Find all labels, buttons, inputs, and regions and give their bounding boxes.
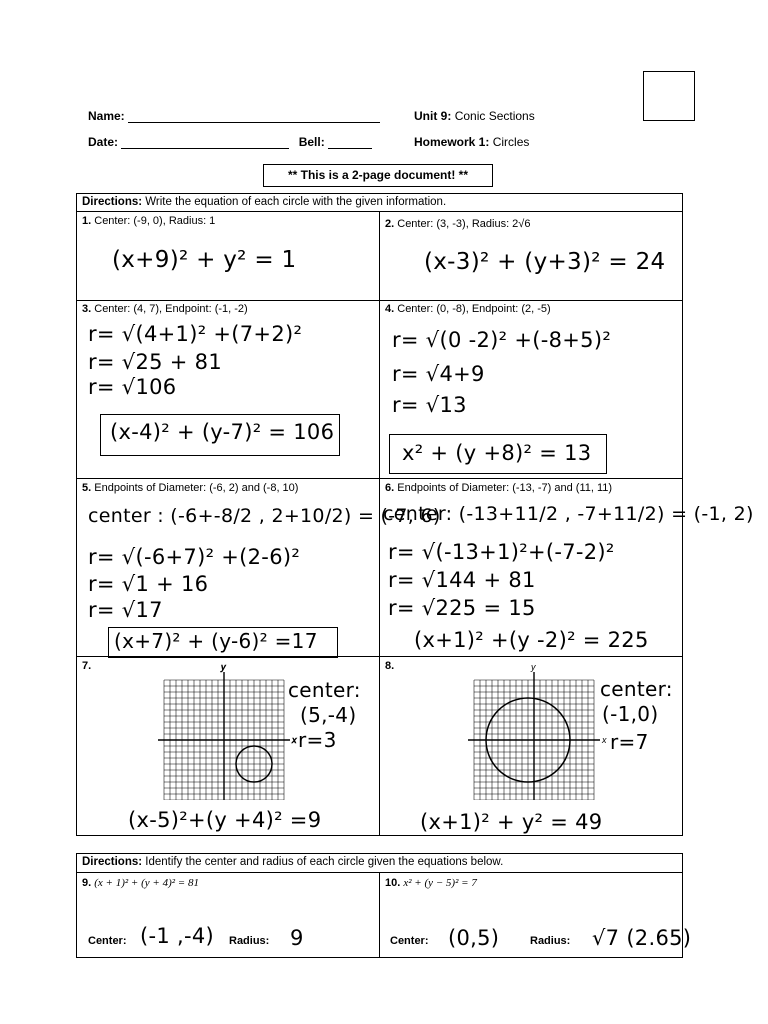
answer-3: (x-4)² + (y-7)² = 106: [110, 420, 335, 444]
problem-8: [385, 660, 394, 672]
work-line: center: (-13+11/2 , -7+11/2) = (-1, 2): [383, 503, 754, 525]
problem-equation: x² + (y − 5)² = 7: [403, 877, 477, 889]
center-answer-9[interactable]: (-1 ,-4): [140, 924, 215, 948]
problem-3: [82, 303, 248, 315]
unit-label: Unit 9:: [414, 109, 452, 123]
problem-number: 8.: [385, 660, 395, 672]
work-line: r= √(-13+1)²+(-7-2)²: [388, 540, 615, 564]
homework-label: Homework 1:: [414, 135, 490, 149]
graph-7-grid: [158, 662, 297, 800]
problem-number: 2.: [385, 218, 395, 230]
work-line: center:: [288, 678, 361, 702]
x-axis-label: x: [602, 735, 607, 745]
score-box: [643, 71, 695, 121]
answer-7: (x-5)²+(y +4)² =9: [128, 808, 322, 832]
work-line: r= √(4+1)² +(7+2)²: [88, 322, 303, 346]
work-line: r=7: [610, 730, 649, 754]
answer-2: (x-3)² + (y+3)² = 24: [424, 249, 666, 275]
radius-answer-9[interactable]: 9: [290, 926, 304, 950]
problem-number: 5.: [82, 482, 92, 494]
problem-4: [385, 303, 551, 315]
bell-blank[interactable]: [328, 136, 372, 149]
directions-text: Write the equation of each circle with the given information.: [145, 196, 447, 208]
center-label: Center:: [88, 935, 127, 947]
problem-10: [385, 877, 477, 889]
name-label: Name:: [88, 109, 125, 123]
name-row: [88, 109, 380, 123]
work-line: r= √1 + 16: [88, 572, 209, 596]
work-line: r=3: [298, 728, 337, 752]
graph-7: [150, 660, 298, 800]
problem-number: 1.: [82, 215, 92, 227]
homework-text: Circles: [492, 135, 530, 149]
work-line: (5,-4): [300, 703, 357, 727]
problem-number: 10.: [385, 877, 401, 889]
answer-4: x² + (y +8)² = 13: [402, 441, 592, 465]
directions-label: Directions:: [82, 856, 143, 868]
work-line: center : (-6+-8/2 , 2+10/2) = (-7, 6): [88, 505, 441, 527]
work-line: r= √(-6+7)² +(2-6)²: [88, 545, 301, 569]
problem-given: Center: (-9, 0), Radius: 1: [94, 215, 216, 227]
graph-8-content: [468, 662, 607, 800]
problem-number: 3.: [82, 303, 92, 315]
date-row: [88, 135, 372, 149]
answer-5: (x+7)² + (y-6)² =17: [114, 629, 318, 653]
problem-number: 9.: [82, 877, 92, 889]
problem-number: 4.: [385, 303, 395, 315]
problem-7: [82, 660, 91, 672]
date-label: Date:: [88, 135, 119, 149]
work-line: r= √17: [88, 598, 163, 622]
name-blank[interactable]: [128, 110, 380, 123]
problem-6: [385, 482, 612, 494]
work-line: r= √13: [392, 393, 467, 417]
problem-given: Center: (4, 7), Endpoint: (-1, -2): [94, 303, 248, 315]
directions-text: Identify the center and radius of each circle given the equations below.: [145, 856, 504, 868]
answer-6: (x+1)² +(y -2)² = 225: [414, 628, 649, 652]
bell-label: Bell:: [298, 135, 325, 149]
notice-text: ** This is a 2-page document! **: [287, 168, 469, 182]
problem-given: Endpoints of Diameter: (-13, -7) and (11, 11): [397, 482, 613, 494]
center-label: Center:: [390, 935, 429, 947]
work-line: center:: [600, 677, 673, 701]
graph-8: [460, 660, 608, 800]
problem-equation: (x + 1)² + (y + 4)² = 81: [94, 877, 199, 889]
work-line: r= √4+9: [392, 362, 485, 386]
directions-label: Directions:: [82, 196, 143, 208]
work-line: r= √106: [88, 375, 177, 399]
two-page-notice: [263, 164, 493, 187]
center-answer-10[interactable]: (0,5): [448, 926, 500, 950]
problem-1: [82, 215, 215, 227]
radius-answer-10[interactable]: √7 (2.65): [592, 926, 692, 950]
answer-8: (x+1)² + y² = 49: [420, 810, 603, 834]
graph-7-content: [158, 662, 297, 800]
work-line: (-1,0): [602, 702, 659, 726]
unit-text: Conic Sections: [454, 109, 535, 123]
problem-number: 7.: [82, 660, 92, 672]
problem-given: Endpoints of Diameter: (-6, 2) and (-8, 10): [94, 482, 299, 494]
radius-label: Radius:: [229, 935, 270, 947]
work-line: r= √225 = 15: [388, 596, 536, 620]
work-line: r= √25 + 81: [88, 350, 222, 374]
section2-directions: [82, 856, 503, 868]
work-line: r= √144 + 81: [388, 568, 536, 592]
x-axis-label: x: [292, 735, 297, 745]
column-divider: [379, 872, 380, 958]
section1-directions: [82, 196, 446, 208]
problem-9: [82, 877, 199, 889]
work-line: r= √(0 -2)² +(-8+5)²: [392, 328, 612, 352]
problem-5: [82, 482, 298, 494]
answer-1: (x+9)² + y² = 1: [112, 247, 297, 273]
problem-number: 6.: [385, 482, 395, 494]
unit-title: [414, 109, 535, 123]
date-blank[interactable]: [121, 136, 289, 149]
homework-title: [414, 135, 529, 149]
radius-label: Radius:: [530, 935, 571, 947]
problem-2: [385, 218, 530, 230]
y-axis-label: y: [221, 662, 226, 672]
y-axis-label: y: [531, 662, 536, 672]
problem-given: Center: (0, -8), Endpoint: (2, -5): [397, 303, 551, 315]
problem-given: Center: (3, -3), Radius: 2√6: [397, 218, 531, 230]
